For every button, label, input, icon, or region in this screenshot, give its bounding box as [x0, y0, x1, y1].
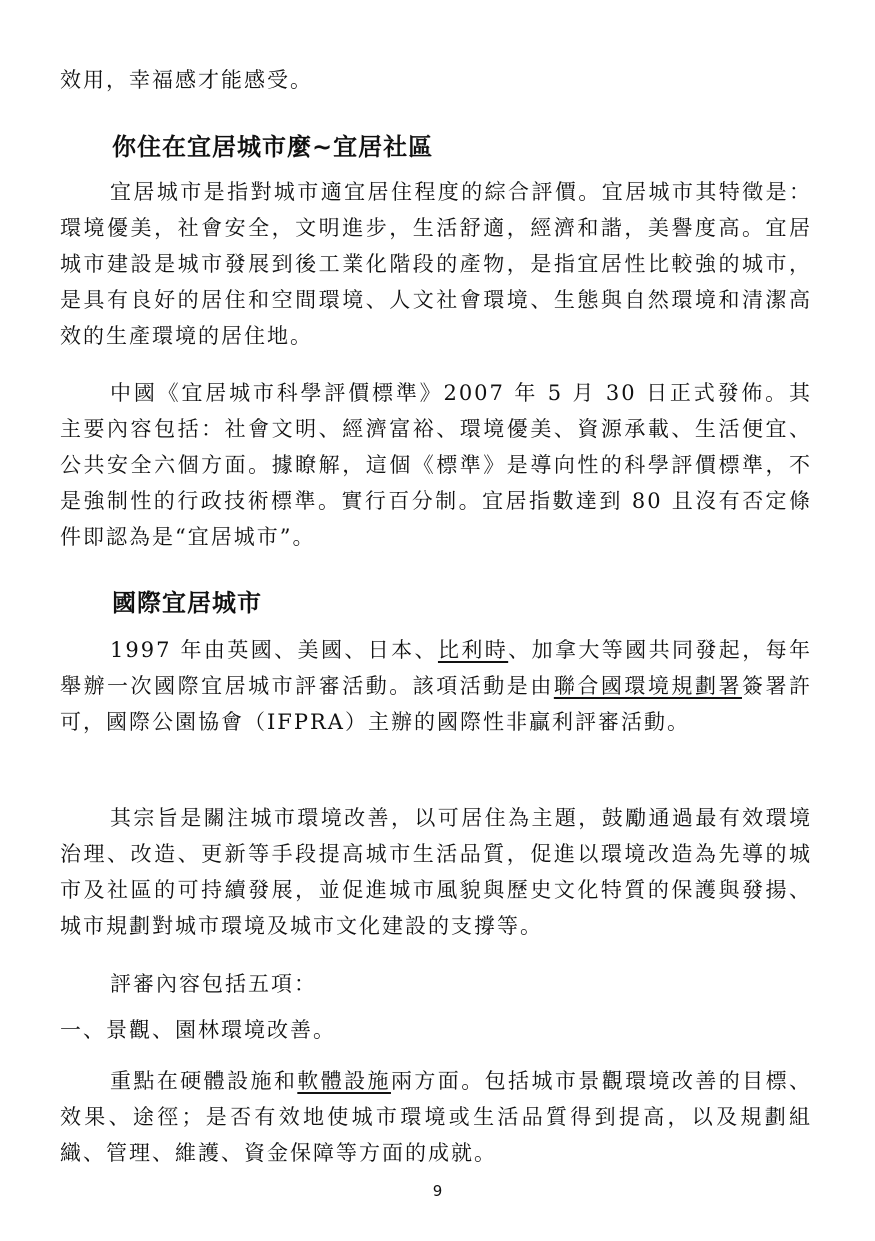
text-run: 兩方面。包括城市景觀環境改善的目標、效果、途徑；是否有效地使城市環境或生活品質得到提高，以及規劃組織、管理、維護、資金保障等方面的成就。: [60, 1069, 813, 1165]
text-run: 重點在硬體設施和: [110, 1069, 298, 1093]
paragraph-intro: 效用，幸福感才能感受。: [60, 68, 313, 92]
paragraph-china-standard: 中國《宜居城市科學評價標準》2007 年 5 月 30 日正式發佈。其主要內容包括：社會文明、經濟富裕、環境優美、資源承載、生活便宜、公共安全六個方面。據瞭解，這個《標準》是導向性的科學評價標準，不是強制性的行政技術標準。實行百分制。宜居指數達到 80 且沒有否定條件即認為是“宜居城市”。: [60, 381, 812, 549]
link-software-facilities[interactable]: 軟體設施: [297, 1069, 391, 1093]
section-heading-livable-community: 你住在宜居城市麼~宜居社區: [112, 133, 434, 161]
section-heading-international-livable-city: 國際宜居城市: [112, 589, 262, 617]
link-belgium[interactable]: 比利時: [437, 638, 509, 662]
paragraph-international-award: [60, 632, 812, 740]
text-run: 1997 年由英國、美國、日本、: [110, 638, 438, 662]
page-number: 9: [432, 1182, 443, 1200]
list-item-landscape: 一、景觀、園林環境改善。: [60, 1018, 336, 1042]
text-run: 簽署許可，國際公園協會（IFPRA）主辦的國際性非贏利評審活動。: [60, 674, 813, 734]
paragraph-purpose: 其宗旨是關注城市環境改善，以可居住為主題，鼓勵通過最有效環境治理、改造、更新等手段提高城市生活品質，促進以環境改造為先導的城市及社區的可持續發展，並促進城市風貌與歷史文化特質的保護與發揚、城市規劃對城市環境及城市文化建設的支撐等。: [60, 806, 812, 938]
link-unep[interactable]: 聯合國環境規劃署: [553, 674, 742, 698]
paragraph-review-items-intro: 評審內容包括五項：: [110, 972, 317, 996]
text-run: 、加拿大等國共同發起，每年舉辦一次國際宜居城市評審活動。該項活動是由: [60, 638, 813, 698]
paragraph-livable-city-definition: 宜居城市是指對城市適宜居住程度的綜合評價。宜居城市其特徵是：環境優美，社會安全，文明進步，生活舒適，經濟和諧，美譽度高。宜居城市建設是城市發展到後工業化階段的產物，是指宜居性比較強的城市，是具有良好的居住和空間環境、人文社會環境、生態與自然環境和清潔高效的生產環境的居住地。: [60, 180, 812, 348]
paragraph-landscape-detail: [60, 1063, 812, 1171]
